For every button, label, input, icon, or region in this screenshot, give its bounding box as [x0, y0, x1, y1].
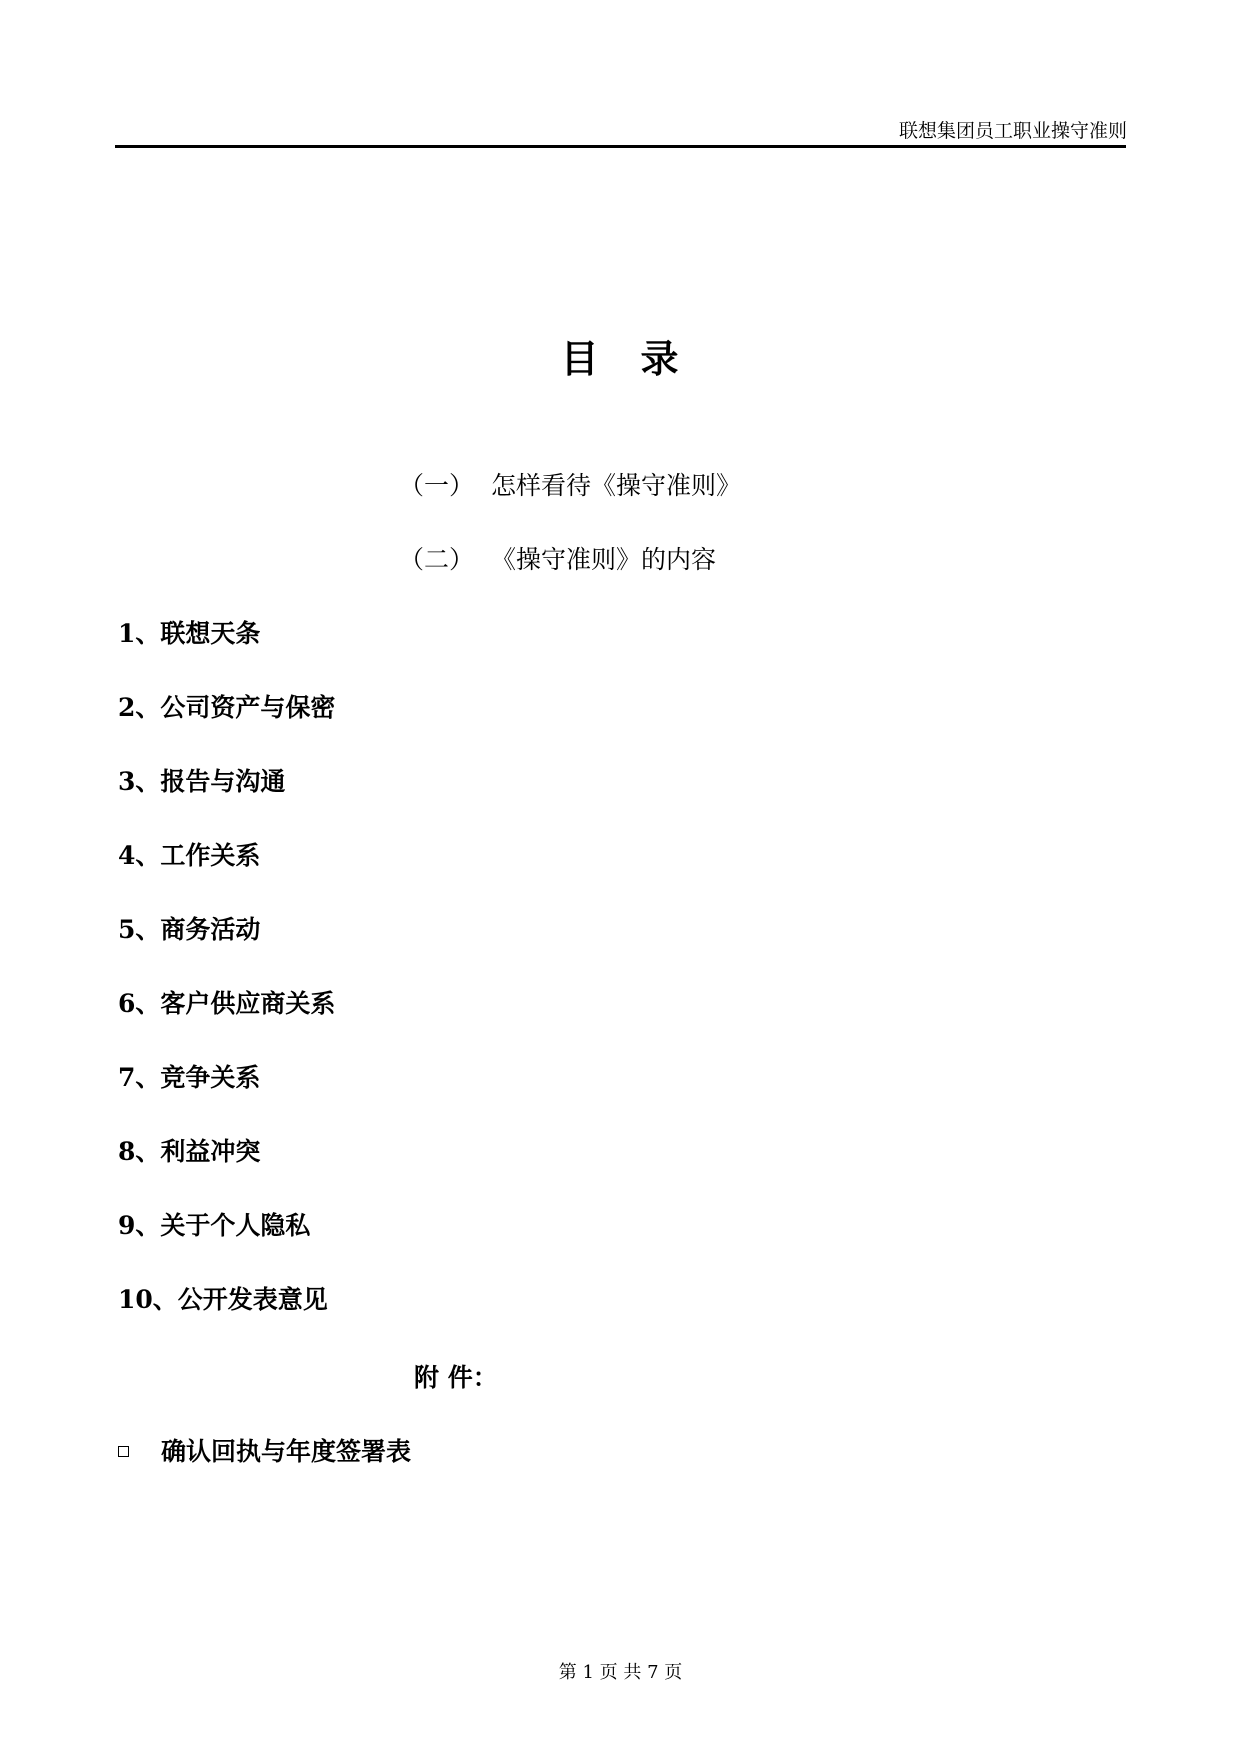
annex-item-text: 确认回执与年度签署表: [161, 1437, 412, 1466]
section-2: [399, 540, 716, 576]
page-number-footer: 第 1 页 共 7 页: [558, 1662, 683, 1683]
toc-item: 1、联想天条: [118, 619, 261, 648]
header-title: 联想集团员工职业操守准则: [898, 120, 1127, 142]
section-text: 《操守准则》的内容: [491, 545, 717, 574]
section-text: 怎样看待《操守准则》: [491, 471, 742, 500]
section-number: （二）: [399, 545, 475, 574]
section-number: （一）: [399, 471, 475, 500]
toc-item: 9、关于个人隐私: [118, 1211, 311, 1240]
toc-item: 8、利益冲突: [118, 1137, 261, 1166]
header-rule: [115, 145, 1126, 148]
checkbox-icon: [118, 1446, 129, 1457]
toc-item: 3、报告与沟通: [118, 767, 286, 796]
toc-item: 10、公开发表意见: [118, 1285, 328, 1314]
toc-item: 4、工作关系: [118, 841, 261, 870]
page-title: 目 录: [560, 336, 681, 381]
section-1: [399, 466, 741, 502]
toc-item: 5、商务活动: [118, 915, 261, 944]
toc-item: 7、竞争关系: [118, 1063, 261, 1092]
toc-item: 2、公司资产与保密: [118, 693, 336, 722]
annex-label: 附 件：: [414, 1363, 498, 1392]
toc-item: 6、客户供应商关系: [118, 989, 336, 1018]
annex-item: [118, 1432, 411, 1468]
